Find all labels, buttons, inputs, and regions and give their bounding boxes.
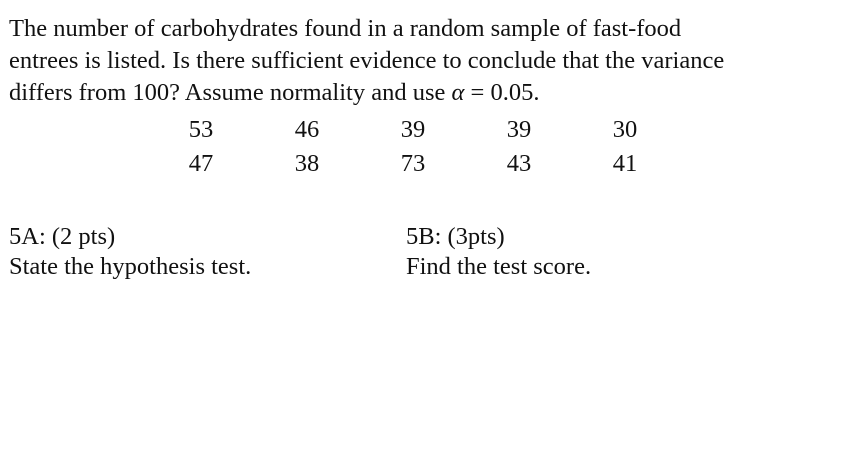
part-5a xyxy=(9,222,251,282)
part-5b xyxy=(406,222,591,282)
data-cell: 30 xyxy=(612,116,638,143)
part-5a-instruction: State the hypothesis test. xyxy=(9,253,252,280)
part-5b-instruction: Find the test score. xyxy=(406,253,592,280)
data-cell: 47 xyxy=(188,150,214,177)
part-5b-label: 5B: (3pts) xyxy=(406,223,505,250)
problem-line-2: entrees is listed. Is there sufficient evidence to conclude that the variance xyxy=(9,47,725,74)
problem-line-3 xyxy=(9,77,854,109)
carbohydrate-data-table xyxy=(148,113,678,181)
data-cell: 39 xyxy=(506,116,532,143)
data-row xyxy=(148,147,678,181)
data-row xyxy=(148,113,678,147)
problem-line-3-text: differs from 100? Assume normality and use xyxy=(9,79,452,106)
part-5a-label: 5A: (2 pts) xyxy=(9,223,116,250)
alpha-symbol: α xyxy=(451,79,465,106)
data-cell: 43 xyxy=(506,150,532,177)
alpha-value: = 0.05. xyxy=(464,79,540,106)
data-cell: 46 xyxy=(294,116,320,143)
data-cell: 39 xyxy=(400,116,426,143)
problem-statement xyxy=(9,13,854,109)
data-cell: 41 xyxy=(612,150,638,177)
problem-line-1: The number of carbohydrates found in a random sample of fast-food xyxy=(9,15,682,42)
data-cell: 53 xyxy=(188,116,214,143)
data-cell: 73 xyxy=(400,150,426,177)
data-cell: 38 xyxy=(294,150,320,177)
